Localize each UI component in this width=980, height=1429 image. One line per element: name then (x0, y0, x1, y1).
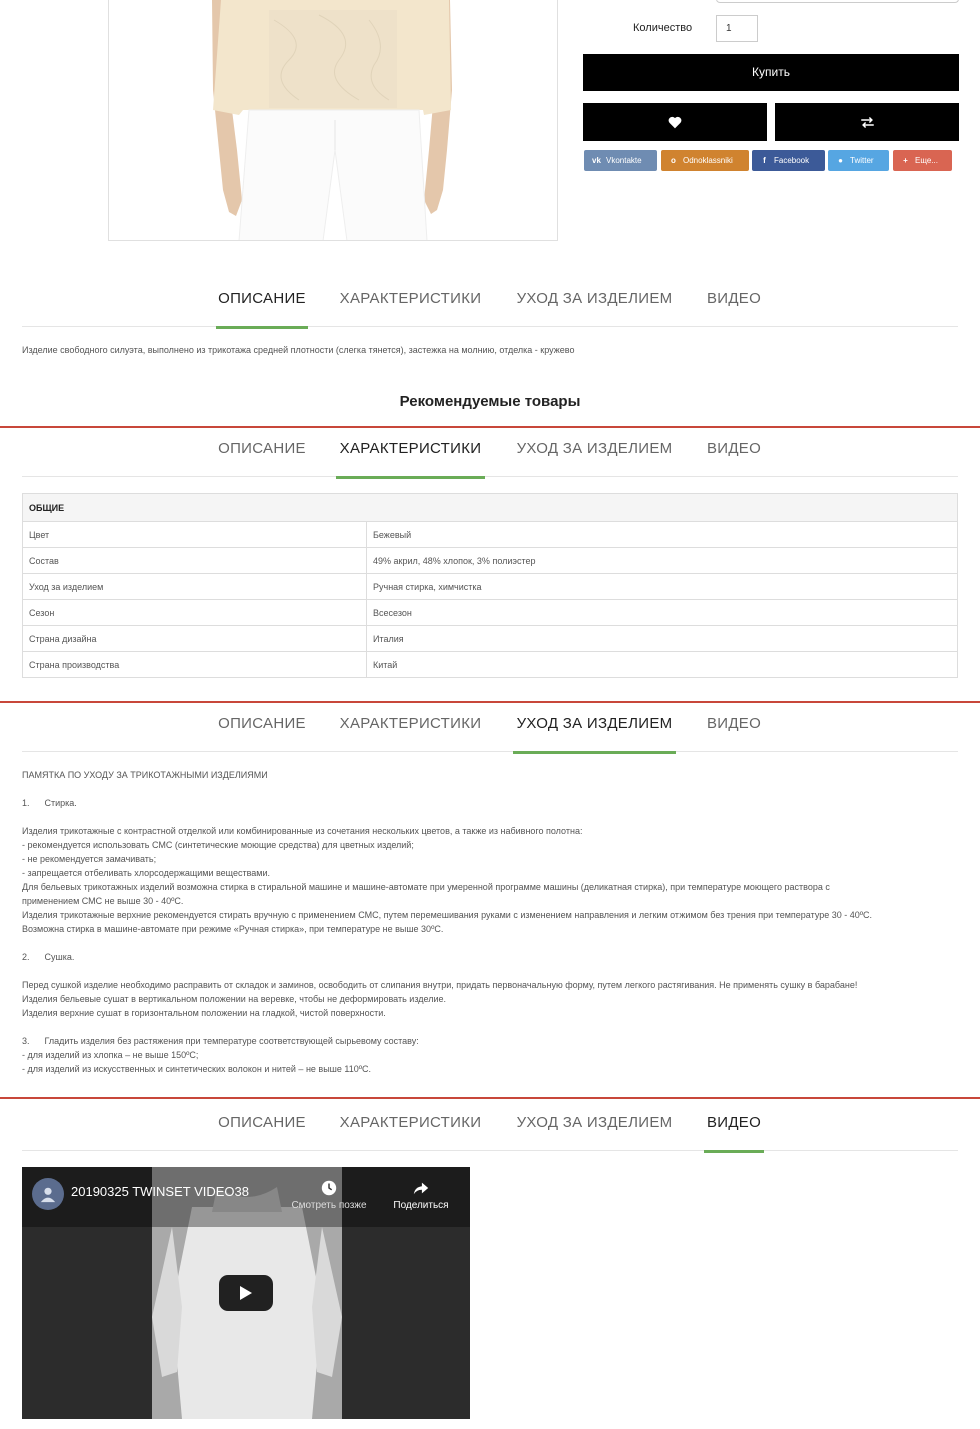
share-more-button[interactable] (893, 150, 952, 171)
care-line: Изделия бельевые сушат в вертикальном положении на веревке, чтобы не деформировать изделие. (22, 994, 446, 1004)
user-icon (39, 1185, 57, 1203)
spec-value: Всесезон (367, 600, 958, 626)
table-row (23, 548, 958, 574)
product-tabs (22, 712, 958, 752)
care-line (22, 936, 958, 950)
specs-table (22, 493, 958, 678)
spec-key: Состав (23, 548, 367, 574)
product-tabs (22, 287, 958, 327)
share-facebook-label: Facebook (774, 156, 810, 165)
tab-video[interactable]: ВИДЕО (706, 715, 762, 732)
share-arrow-icon (412, 1179, 430, 1197)
care-line: - не рекомендуется замачивать; (22, 854, 157, 864)
share-vkontakte-button[interactable] (584, 150, 657, 171)
share-twitter-label: Twitter (850, 156, 874, 165)
product-image (108, 0, 558, 241)
spec-value: Италия (367, 626, 958, 652)
description-text: Изделие свободного силуэта, выполнено из трикотажа средней плотности (слегка тянется), застежка на молнию, отделка - кружево (22, 345, 575, 355)
odnoklassniki-icon: о (671, 156, 676, 165)
spec-key: Сезон (23, 600, 367, 626)
compare-button[interactable] (775, 103, 959, 141)
care-line: ПАМЯТКА ПО УХОДУ ЗА ТРИКОТАЖНЫМИ ИЗДЕЛИЯМИ (22, 770, 268, 780)
quantity-input[interactable]: 1 (716, 15, 758, 42)
channel-avatar[interactable] (32, 1178, 64, 1210)
care-line: 2. Сушка. (22, 952, 75, 962)
care-line: - запрещается отбеливать хлорсодержащими веществами. (22, 868, 271, 878)
spec-key: Страна производства (23, 652, 367, 678)
video-player[interactable] (22, 1167, 470, 1419)
tab-care[interactable]: УХОД ЗА ИЗДЕЛИЕМ (516, 1114, 673, 1131)
care-line: - рекомендуется использовать СМС (синтетические моющие средства) для цветных изделий; (22, 840, 414, 850)
care-instructions (22, 768, 958, 1076)
plus-icon: + (903, 156, 908, 165)
spec-key: Цвет (23, 522, 367, 548)
tab-description[interactable]: ОПИСАНИЕ (216, 287, 308, 327)
play-button[interactable] (219, 1275, 273, 1311)
share-more-label: Еще... (915, 156, 938, 165)
section-divider (0, 426, 980, 428)
product-tabs (22, 1111, 958, 1151)
tab-care[interactable]: УХОД ЗА ИЗДЕЛИЕМ (516, 290, 673, 307)
tab-specs[interactable]: ХАРАКТЕРИСТИКИ (336, 437, 485, 477)
care-line: Возможна стирка в машине-автомате при режиме «Ручная стирка», при температуре не выше 30ºС. (22, 924, 444, 934)
tab-description[interactable]: ОПИСАНИЕ (218, 1114, 306, 1131)
heart-icon (668, 116, 682, 129)
care-line: Изделия трикотажные с контрастной отделкой или комбинированные из сочетания нескольких цветов, а также из набивного полотна: (22, 826, 583, 836)
watch-later-label: Смотреть позже (291, 1200, 367, 1211)
add-to-wishlist-button[interactable] (583, 103, 767, 141)
care-line: 1. Стирка. (22, 798, 77, 808)
share-vkontakte-label: Vkontakte (606, 156, 642, 165)
care-line: применением СМС не выше 30 - 40ºС. (22, 896, 184, 906)
spec-key: Страна дизайна (23, 626, 367, 652)
table-row (23, 522, 958, 548)
specs-group-header: ОБЩИЕ (23, 494, 958, 522)
care-line (22, 1020, 958, 1034)
spec-value: Бежевый (367, 522, 958, 548)
share-twitter-button[interactable] (828, 150, 889, 171)
recommended-title: Рекомендуемые товары (399, 393, 581, 410)
table-row (23, 652, 958, 678)
facebook-icon: f (763, 156, 766, 165)
quantity-label: Количество (633, 22, 693, 34)
tab-description[interactable]: ОПИСАНИЕ (218, 715, 306, 732)
tab-video[interactable]: ВИДЕО (704, 1111, 764, 1151)
video-title[interactable]: 20190325 TWINSET VIDEO38 (71, 1184, 250, 1199)
tab-video[interactable]: ВИДЕО (706, 290, 762, 307)
watch-later-button[interactable] (284, 1179, 374, 1211)
care-line: - для изделий из искусственных и синтетических волокон и нитей – не выше 110ºС. (22, 1064, 372, 1074)
product-tabs (22, 437, 958, 477)
tab-care[interactable]: УХОД ЗА ИЗДЕЛИЕМ (516, 440, 673, 457)
care-line: 3. Гладить изделия без растяжения при температуре соответствующей сырьевому составу: (22, 1036, 419, 1046)
share-odnoklassniki-label: Odnoklassniki (683, 156, 733, 165)
spec-value: Ручная стирка, химчистка (367, 574, 958, 600)
size-select[interactable] (716, 0, 959, 3)
care-line: Изделия верхние сушат в горизонтальном положении на гладкой, чистой поверхности. (22, 1008, 386, 1018)
tab-video[interactable]: ВИДЕО (706, 440, 762, 457)
tab-specs[interactable]: ХАРАКТЕРИСТИКИ (339, 715, 482, 732)
table-row (23, 600, 958, 626)
video-share-button[interactable] (386, 1179, 456, 1211)
care-line (22, 782, 958, 796)
care-line (22, 964, 958, 978)
table-row (23, 626, 958, 652)
tab-description[interactable]: ОПИСАНИЕ (218, 440, 306, 457)
share-odnoklassniki-button[interactable] (661, 150, 749, 171)
care-line: Для бельевых трикотажных изделий возможна стирка в стиральной машине и машине-автомате при умеренной программе машины (деликатная стирка), при температуре моющего раствора с (22, 882, 830, 892)
buy-button[interactable]: Купить (583, 54, 959, 91)
play-icon (239, 1285, 253, 1301)
share-facebook-button[interactable] (752, 150, 825, 171)
spec-value: Китай (367, 652, 958, 678)
clock-icon (320, 1179, 338, 1197)
spec-value: 49% акрил, 48% хлопок, 3% полиэстер (367, 548, 958, 574)
tab-care[interactable]: УХОД ЗА ИЗДЕЛИЕМ (513, 712, 676, 752)
table-row (23, 574, 958, 600)
vk-icon: vk (592, 156, 601, 165)
tab-specs[interactable]: ХАРАКТЕРИСТИКИ (339, 1114, 482, 1131)
section-divider (0, 701, 980, 703)
twitter-icon: ● (838, 156, 843, 165)
care-line: Перед сушкой изделие необходимо расправить от складок и заминов, освободить от слипания внутри, придать первоначальную форму, путем легкого растягивания. Не применять сушку в барабане! (22, 980, 858, 990)
spec-key: Уход за изделием (23, 574, 367, 600)
care-line: - для изделий из хлопка – не выше 150ºС; (22, 1050, 199, 1060)
video-share-label: Поделиться (393, 1200, 449, 1211)
tab-specs[interactable]: ХАРАКТЕРИСТИКИ (339, 290, 482, 307)
section-divider (0, 1097, 980, 1099)
compare-arrows-icon (860, 116, 875, 129)
care-line (22, 810, 958, 824)
care-line: Изделия трикотажные верхние рекомендуется стирать вручную с применением СМС, путем перемешивания руками с изменением направления и легким отжимом без трения при температуре 30 - 40ºС. (22, 910, 873, 920)
